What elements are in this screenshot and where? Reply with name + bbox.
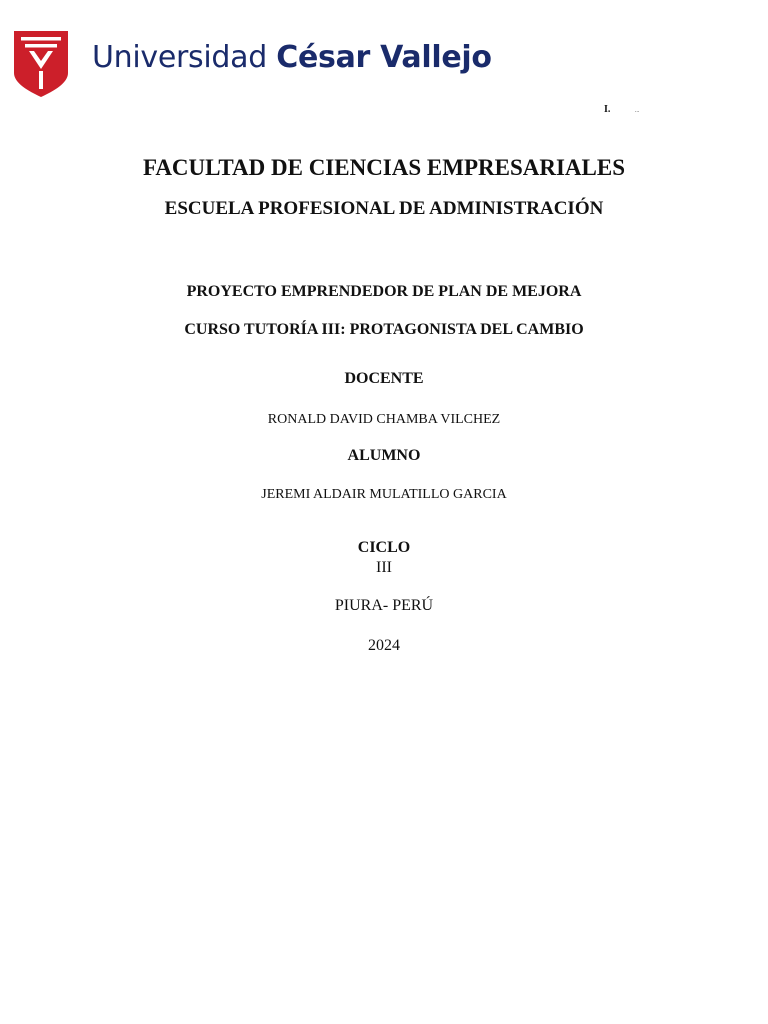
project-title: PROYECTO EMPRENDEDOR DE PLAN DE MEJORA	[186, 283, 582, 300]
cycle-heading: CICLO	[357, 539, 411, 556]
location: PIURA- PERÚ	[334, 597, 434, 614]
year: 2024	[368, 637, 400, 654]
cycle-value: III	[376, 559, 392, 576]
faculty-title: FACULTAD DE CIENCIAS EMPRESARIALES	[142, 155, 626, 180]
university-name	[92, 40, 492, 75]
ucv-shield-icon	[12, 29, 70, 97]
teacher-heading: DOCENTE	[344, 370, 424, 387]
university-name-bold: César Vallejo	[276, 39, 492, 75]
school-title: ESCUELA PROFESIONAL DE ADMINISTRACIÓN	[164, 198, 604, 219]
student-name: JEREMI ALDAIR MULATILLO GARCIA	[261, 487, 507, 502]
section-marker-label: I.	[604, 104, 611, 115]
university-name-light: Universidad	[92, 39, 267, 75]
course-title: CURSO TUTORÍA III: PROTAGONISTA DEL CAMBIO	[184, 321, 584, 338]
student-heading: ALUMNO	[347, 447, 421, 464]
teacher-name: RONALD DAVID CHAMBA VILCHEZ	[267, 412, 501, 427]
section-marker	[604, 104, 639, 115]
section-marker-dots: ...	[634, 108, 640, 114]
university-logo	[12, 28, 492, 98]
